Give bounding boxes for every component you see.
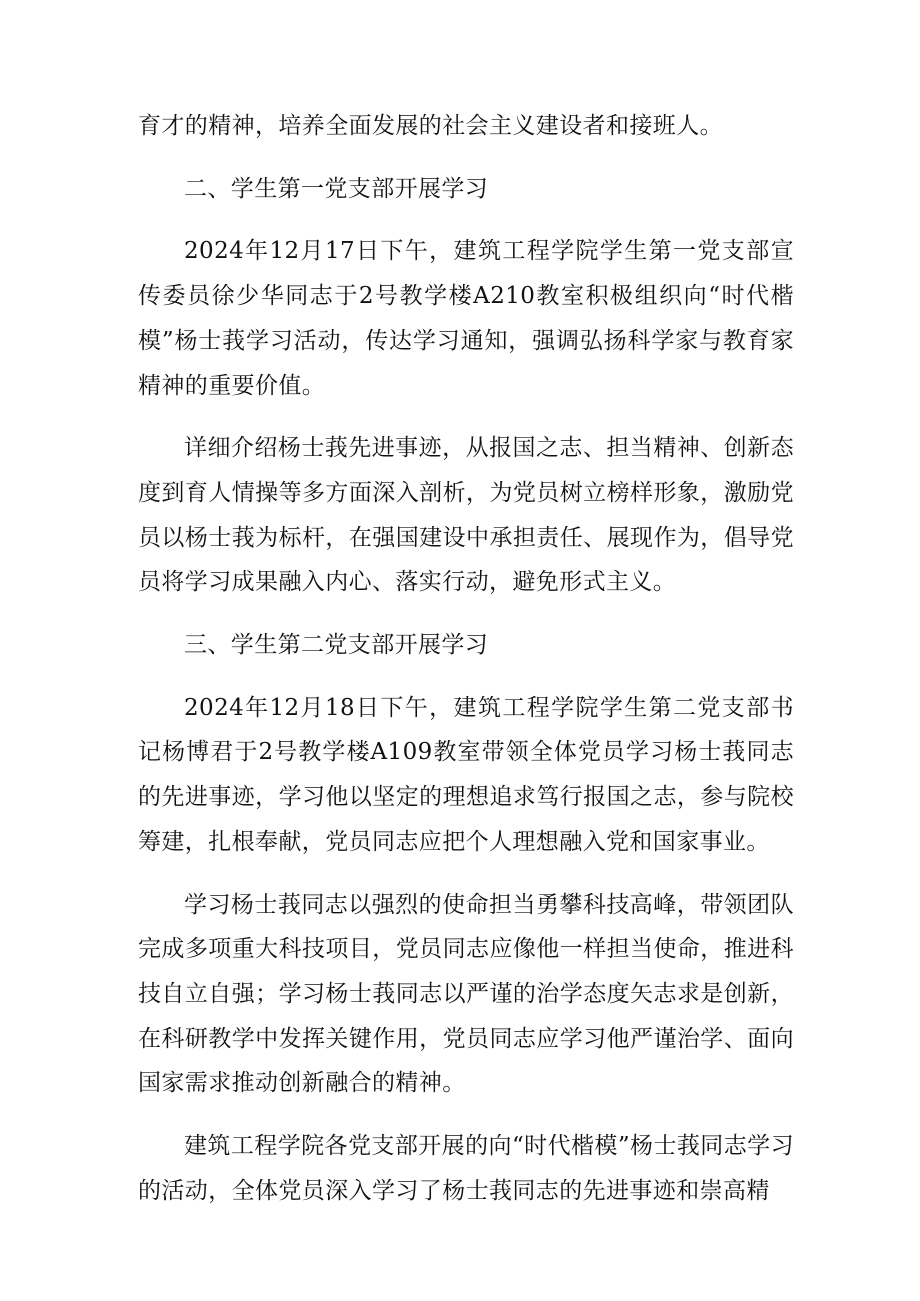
section-heading-2: 二、学生第一党支部开展学习 <box>184 175 489 202</box>
paragraph: 建筑工程学院各党支部开展的向“时代楷模”杨士莪同志学习的活动，全体党员深入学习了杨士莪同志的先进事迹和崇高精 <box>138 1133 794 1204</box>
paragraph: 学习杨士莪同志以强烈的使命担当勇攀科技高峰，带领团队完成多项重大科技项目，党员同志应像他一样担当使命，推进科技自立自强；学习杨士莪同志以严谨的治学态度矢志求是创新，在科研教学中发挥关键作用，党员同志应学习他严谨治学、面向国家需求推动创新融合的精神。 <box>138 891 794 1097</box>
paragraph: 2024年12月18日下午，建筑工程学院学生第二党支部书记杨博君于2号教学楼A109教室带领全体党员学习杨士莪同志的先进事迹，学习他以坚定的理想追求笃行报国之志，参与院校筹建，扎根奉献，党员同志应把个人理想融入党和国家事业。 <box>138 694 794 855</box>
paragraph: 详细介绍杨士莪先进事迹，从报国之志、担当精神、创新态度到育人情操等多方面深入剖析，为党员树立榜样形象，激励党员以杨士莪为标杆，在强国建设中承担责任、展现作为，倡导党员将学习成果融入内心、落实行动，避免形式主义。 <box>138 435 794 596</box>
section-heading-3: 三、学生第二党支部开展学习 <box>184 632 489 659</box>
paragraph: 2024年12月17日下午，建筑工程学院学生第一党支部宣传委员徐少华同志于2号教学楼A210教室积极组织向“时代楷模”杨士莪学习活动，传达学习通知，强调弘扬科学家与教育家精神的重要价值。 <box>138 238 794 399</box>
document-body <box>138 104 794 1213</box>
paragraph-continuation: 育才的精神，培养全面发展的社会主义建设者和接班人。 <box>138 113 723 139</box>
